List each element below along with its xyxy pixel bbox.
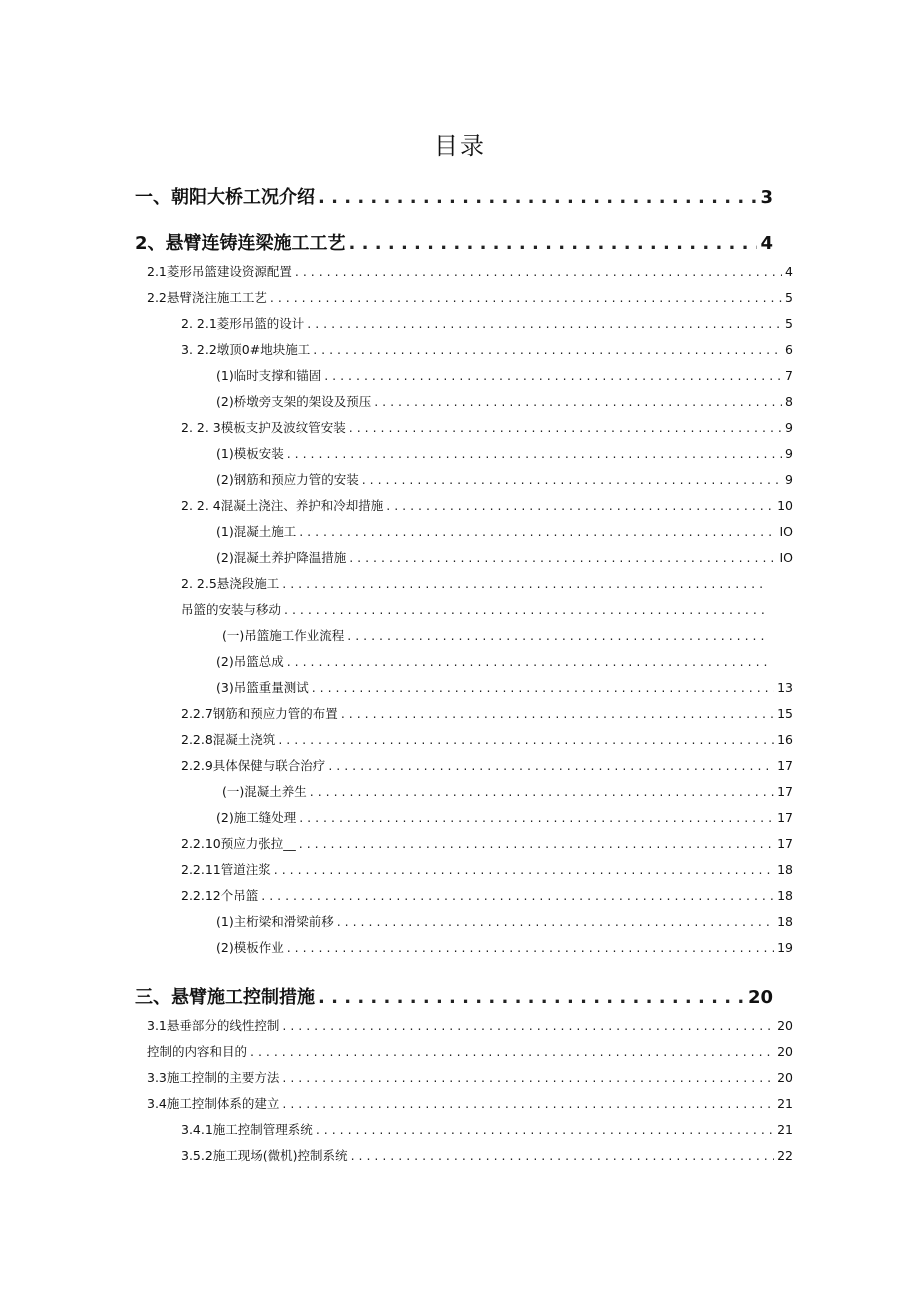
toc-page-number: 20 [777,1070,793,1085]
dot-leader [299,810,774,825]
page-title: 目录 [434,132,486,160]
toc-entry-text: 吊篮的安装与移动 [181,602,282,617]
toc-page-number: 17 [777,784,793,799]
toc-page-number: 10 [777,498,793,513]
dot-leader [374,394,782,409]
dot-leader [349,233,758,254]
toc-entry-text: 2.2.11管道注浆 [181,862,271,877]
toc-entry[interactable] [216,678,793,696]
toc-entry[interactable] [216,392,793,410]
toc-page-number: 9 [785,446,793,461]
toc-entry[interactable] [147,1068,793,1086]
toc-page-number: 18 [777,914,793,929]
toc-entry-text: (一)吊篮施工作业流程 [222,628,345,643]
dot-leader [282,1018,774,1033]
toc-page-number: 15 [777,706,793,721]
toc-entry[interactable] [181,886,793,904]
dot-leader [299,836,774,851]
toc-entry-text: (2)钢筋和预应力管的安装 [216,472,359,487]
toc-page-number: 16 [777,732,793,747]
toc-entry[interactable] [181,314,793,332]
toc-page-number: 17 [777,836,793,851]
toc-entry[interactable] [216,444,793,462]
toc-entry-text: (一)混凝土养生 [222,784,307,799]
toc-entry[interactable] [181,574,771,592]
dot-leader [328,758,774,773]
toc-entry[interactable] [181,860,793,878]
toc-entry[interactable] [181,730,793,748]
dot-leader [318,987,745,1008]
toc-entry-text: 控制的内容和目的 [147,1044,248,1059]
toc-page-number: 6 [785,342,793,357]
toc-entry-text: 2. 2.1菱形吊篮的设计 [181,316,305,331]
toc-entry[interactable] [216,938,793,956]
toc-entry-text: (1)模板安装 [216,446,284,461]
toc-entry[interactable] [181,340,793,358]
toc-entry[interactable] [147,1042,793,1060]
toc-entry-text: (1)主桁梁和滑梁前移 [216,914,334,929]
toc-entry[interactable] [147,262,793,280]
dot-leader [270,290,782,305]
toc-entry[interactable] [181,704,793,722]
toc-page-number: 17 [777,758,793,773]
dot-leader [349,420,782,435]
toc-entry[interactable] [216,808,793,826]
toc-entry[interactable] [216,548,793,566]
dot-leader [282,1096,774,1111]
toc-entry-text: (2)施工缝处理 [216,810,297,825]
toc-page-number: 17 [777,810,793,825]
toc-page-number: 20 [747,987,773,1008]
toc-page-number: 5 [785,316,793,331]
toc-page-number: 4 [785,264,793,279]
dot-leader [282,576,768,591]
toc-entry[interactable] [181,834,793,852]
toc-page-number: 9 [785,420,793,435]
toc-entry-text: 3.1悬垂部分的线性控制 [147,1018,280,1033]
toc-entry-text: (2)桥墩旁支架的架设及预压 [216,394,372,409]
toc-entry-text: 2.1菱形吊篮建设资源配置 [147,264,292,279]
dot-leader [278,732,774,747]
dot-leader [310,784,774,799]
toc-entry-text: 3.3施工控制的主要方法 [147,1070,280,1085]
dot-leader [324,368,782,383]
dot-leader [386,498,774,513]
toc-page-number: 4 [760,233,773,254]
toc-entry[interactable] [181,756,793,774]
toc-entry[interactable] [181,1120,793,1138]
toc-page-number: 8 [785,394,793,409]
toc-entry-text: 2. 2. 4混凝土浇注、养护和冷却措施 [181,498,384,513]
toc-entry-text: (1)混凝土施工 [216,524,297,539]
toc-entry[interactable] [135,183,773,209]
toc-entry[interactable] [147,1094,793,1112]
dot-leader [316,1122,774,1137]
dot-leader [299,524,776,539]
dot-leader [261,888,774,903]
toc-entry[interactable] [216,470,793,488]
dot-leader [351,1148,775,1163]
dot-leader [295,264,782,279]
toc-page-number: 20 [777,1018,793,1033]
toc-entry[interactable] [135,229,773,255]
toc-entry-text: 2、悬臂连铸连梁施工工艺 [135,233,346,254]
toc-entry-text: 3.4施工控制体系的建立 [147,1096,280,1111]
toc-page-number: 13 [777,680,793,695]
toc-entry[interactable] [222,626,771,644]
toc-entry[interactable] [135,983,773,1009]
dot-leader [287,446,782,461]
dot-leader [313,342,782,357]
toc-page-number: 18 [777,862,793,877]
toc-entry[interactable] [216,652,771,670]
dot-leader [250,1044,774,1059]
toc-entry[interactable] [216,366,793,384]
toc-entry[interactable] [147,288,793,306]
dot-leader [307,316,782,331]
dot-leader [282,1070,774,1085]
toc-entry-text: (2)吊篮总成 [216,654,284,669]
dot-leader [312,680,774,695]
toc-entry-text: 2. 2.5悬浇段施工 [181,576,280,591]
toc-entry-text: 2. 2. 3模板支护及波纹管安装 [181,420,346,435]
toc-entry-text: 3. 2.2墩顶0#地块施工 [181,342,311,357]
dot-leader [349,550,776,565]
toc-entry-text: 3.5.2施工现场(微机)控制系统 [181,1148,348,1163]
toc-entry-text: 一、朝阳大桥工况介绍 [135,187,315,208]
toc-entry[interactable] [181,1146,793,1164]
toc-page-number: 22 [777,1148,793,1163]
dot-leader [341,706,774,721]
toc-entry[interactable] [181,418,793,436]
toc-entry-text: 3.4.1施工控制管理系统 [181,1122,313,1137]
toc-page-number: 5 [785,290,793,305]
toc-page-number: 20 [777,1044,793,1059]
dot-leader [284,602,768,617]
toc-page-number: 19 [777,940,793,955]
toc-page-number: 21 [777,1096,793,1111]
dot-leader [347,628,768,643]
toc-entry[interactable] [216,912,793,930]
toc-entry-text: 三、悬臂施工控制措施 [135,987,315,1008]
dot-leader [318,187,757,208]
toc-entry-text: 2.2悬臂浇注施工工艺 [147,290,267,305]
toc-page-number: 9 [785,472,793,487]
dot-leader [287,654,768,669]
toc-page-number: IO [779,524,793,539]
toc-entry-text: 2.2.8混凝土浇筑 [181,732,276,747]
toc-entry[interactable] [181,600,771,618]
toc-entry-text: (2)模板作业 [216,940,284,955]
toc-page-number: 3 [760,187,773,208]
toc-entry[interactable] [147,1016,793,1034]
toc-page-number: 7 [785,368,793,383]
toc-entry[interactable] [216,522,793,540]
dot-leader [274,862,774,877]
dot-leader [362,472,782,487]
toc-entry-text: (2)混凝土养护降温措施 [216,550,347,565]
toc-entry-text: 2.2.9具体保健与联合治疗 [181,758,326,773]
toc-page-number: 18 [777,888,793,903]
toc-entry-text: (3)吊篮重量测试 [216,680,309,695]
toc-page-number: IO [779,550,793,565]
toc-entry-text: (1)临时支撑和锚固 [216,368,322,383]
dot-leader [287,940,774,955]
toc-page-number: 21 [777,1122,793,1137]
toc-entry-text: 2.2.12个吊篮 [181,888,259,903]
toc-entry-text: 2.2.10预应力张拉__ [181,836,296,851]
toc-entry[interactable] [181,496,793,514]
toc-entry[interactable] [222,782,793,800]
toc-entry-text: 2.2.7钢筋和预应力管的布置 [181,706,338,721]
dot-leader [337,914,774,929]
